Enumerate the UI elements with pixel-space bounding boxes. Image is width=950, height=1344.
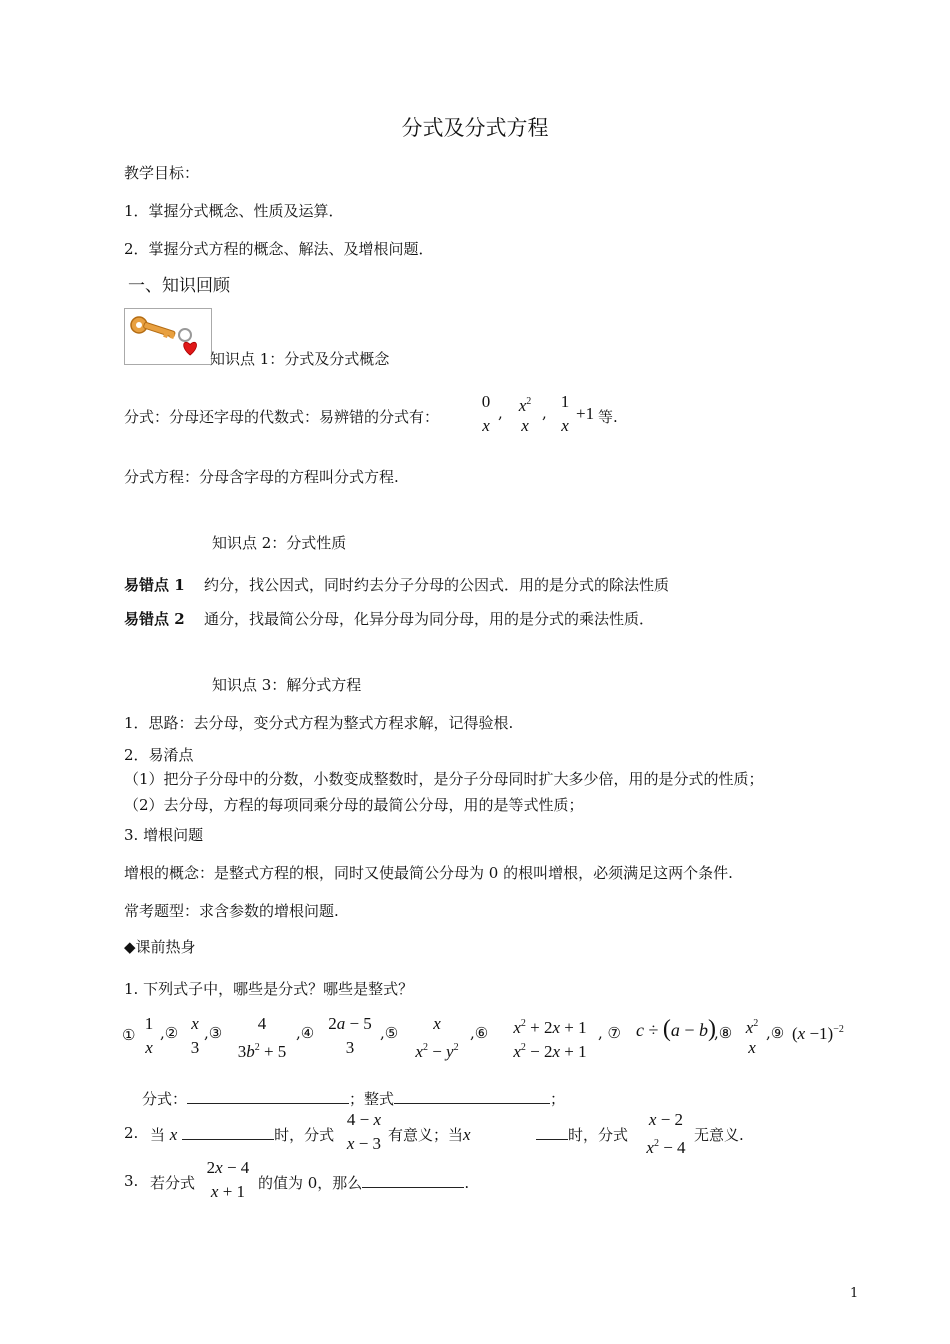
error-point-2-label: 易错点 2 (124, 610, 185, 628)
item-marker-1: ① (122, 1026, 136, 1044)
item-marker-2: ,② (160, 1024, 179, 1042)
question-2-number: 2. (124, 1124, 139, 1142)
error-point-1-text: 约分，找公因式，同时约去分子分母的公因式．用的是分式的除法性质 (204, 576, 670, 594)
kp3-idea: 1．思路：去分母，变分式方程为整式方程求解，记得验根. (124, 714, 514, 732)
equation-definition: 分式方程：分母含字母的方程叫分式方程. (124, 468, 399, 486)
goal-item-1: 1．掌握分式概念、性质及运算． (124, 202, 344, 220)
expr-8: $x^2$ x (745, 1018, 759, 1057)
q2-fraction-1: 4 − x x − 3 (346, 1110, 382, 1153)
comma: , (498, 404, 503, 422)
fraction-answer-blank[interactable] (187, 1089, 349, 1104)
item-marker-3: ,③ (204, 1024, 223, 1042)
question-2-part-e: 无意义. (694, 1126, 744, 1144)
error-point-1-label: 易错点 1 (124, 576, 185, 594)
expr-1: 1 x (144, 1014, 154, 1057)
q2-fraction-2: x − 2 $x^2 - 4$ (646, 1110, 686, 1157)
question-3-number: 3. (124, 1172, 139, 1190)
expr-5: x $x^2 - y^2$ (415, 1014, 459, 1061)
extraneous-root-concept: 增根的概念：是整式方程的根，同时又使最简公分母为 0 的根叫增根，必须满足这两个条件. (124, 864, 733, 882)
kp3-confusion-2: （2）去分母，方程的每项同乘分母的最简公分母，用的是等式性质； (124, 796, 584, 814)
q3-blank[interactable] (362, 1173, 464, 1188)
error-point-2-text: 通分，找最简公分母，化异分母为同分母，用的是分式的乘法性质． (204, 610, 655, 628)
fraction-1-over-x: 1 x (560, 392, 570, 435)
q2-blank-1[interactable] (182, 1125, 274, 1140)
warmup-heading: ◆课前热身 (124, 938, 196, 956)
expr-9: $(x -1)^{-2}$ (792, 1024, 844, 1043)
page-number: 1 (850, 1286, 859, 1301)
key-icon (131, 317, 175, 339)
q2-blank-2[interactable] (536, 1125, 568, 1140)
comma: , (542, 404, 547, 422)
section-heading-review: 一、知识回顾 (128, 276, 230, 296)
expr-4: 2a − 5 3 (328, 1014, 372, 1057)
plus-one: +1 (576, 404, 595, 423)
page-title: 分式及分式方程 (401, 116, 549, 140)
expr-3: 4 $3b^2 + 5$ (237, 1014, 287, 1061)
goal-item-2: 2．掌握分式方程的概念、解法、及增根问题． (124, 240, 434, 258)
example-suffix: 等. (598, 408, 618, 426)
item-marker-7: , ⑦ (598, 1024, 621, 1042)
fraction-definition: 分式：分母还字母的代数式：易辨错的分式有： (124, 408, 440, 426)
question-3-part-a: 若分式 (150, 1174, 196, 1192)
fraction-0-over-x: 0 x (481, 392, 491, 435)
question-2-part-c: 有意义；当x (388, 1125, 471, 1144)
item-marker-9: ,⑨ (766, 1024, 785, 1042)
kp2-heading: 知识点 2：分式性质 (212, 534, 347, 552)
goals-heading: 教学目标： (124, 164, 200, 182)
heart-icon (184, 342, 197, 355)
item-marker-5: ,⑤ (380, 1024, 399, 1042)
expr-6: $x^2 + 2x + 1$ $x^2 - 2x + 1$ (513, 1018, 587, 1061)
fraction-x2-over-x: $x^2$ x (518, 396, 532, 435)
question-2-part-a: 当 x 时，分式 (150, 1125, 335, 1144)
common-question-type: 常考题型：求含参数的增根问题. (124, 902, 339, 920)
item-marker-8: ,⑧ (714, 1024, 733, 1042)
kp3-confusion-heading: 2．易淆点 (124, 746, 194, 764)
integer-answer-blank[interactable] (394, 1089, 550, 1104)
item-marker-6: ,⑥ (470, 1024, 489, 1042)
kp3-heading: 知识点 3：解分式方程 (212, 676, 362, 694)
kp3-extraneous-heading: 3. 增根问题 (124, 826, 204, 844)
kp3-confusion-1: （1）把分子分母中的分数，小数变成整数时，是分子分母同时扩大多少倍，用的是分式的性质； (124, 770, 764, 788)
expr-2: x 3 (190, 1014, 200, 1057)
question-2-part-d: 时，分式 (536, 1124, 628, 1145)
q1-answer-line: 分式： ；整式 ； (142, 1090, 566, 1108)
question-3-part-b: 的值为 0，那么 . (258, 1174, 470, 1192)
expr-7: c ÷ (a − b) (636, 1016, 717, 1042)
q3-fraction: 2x − 4 x + 1 (206, 1158, 250, 1201)
question-1: 1. 下列式子中，哪些是分式？哪些是整式？ (124, 980, 414, 998)
kp1-heading: 知识点 1：分式及分式概念 (210, 350, 390, 368)
item-marker-4: ,④ (296, 1024, 315, 1042)
key-heart-image (124, 308, 212, 365)
